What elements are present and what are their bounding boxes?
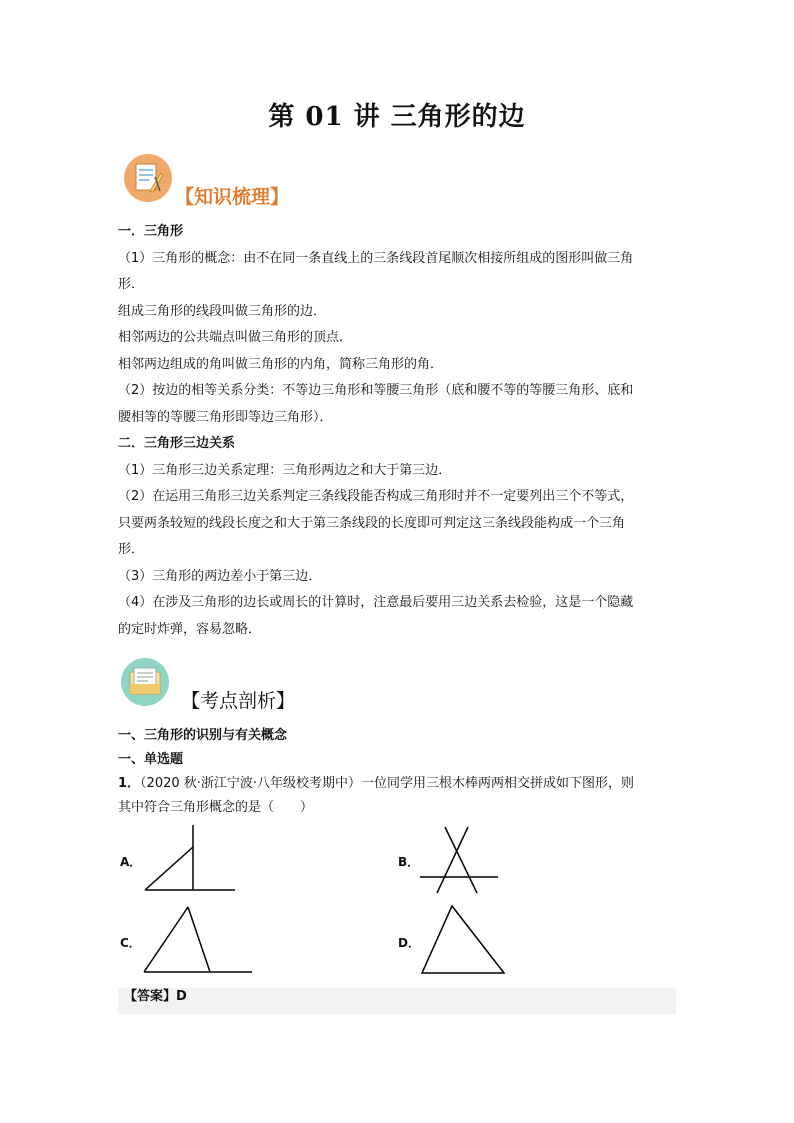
subheading-single-choice: 一、单选题 <box>118 752 184 767</box>
paragraph: （3）三角形的两边差小于第三边． <box>118 568 322 584</box>
question-number: 1． <box>118 776 141 791</box>
option-d-label[interactable]: D． <box>398 936 420 950</box>
paragraph: 组成三角形的线段叫做三角形的边． <box>118 303 327 319</box>
knowledge-body <box>118 219 678 643</box>
subheading-recognition: 一、三角形的识别与有关概念 <box>118 728 288 743</box>
analysis-body <box>118 722 678 749</box>
subheading-triangle: 一．三角形 <box>118 224 184 239</box>
option-b-figure[interactable] <box>418 825 500 895</box>
paragraph: （2）按边的相等关系分类：不等边三角形和等腰三角形（底和腰不等的等腰三角形、底和 <box>118 383 634 398</box>
section-heading-analysis: 【考点剖析】 <box>181 690 296 712</box>
option-c-figure[interactable] <box>140 905 255 977</box>
question-line: 其中符合三角形概念的是（ ） <box>118 800 314 815</box>
paragraph: 形． <box>118 277 145 292</box>
option-c-label[interactable]: C． <box>120 936 141 950</box>
paragraph: （1）三角形的概念：由不在同一条直线上的三条线段首尾顺次相接所组成的图形叫做三角 <box>118 250 634 266</box>
paragraph: 腰相等的等腰三角形即等边三角形）． <box>118 409 333 425</box>
question-line <box>118 772 678 796</box>
paragraph: （4）在涉及三角形的边长或周长的计算时，注意最后要用三边关系去检验，这是一个隐藏 <box>118 595 634 610</box>
paragraph: 只要两条较短的线段长度之和大于第三条线段的长度即可判定这三条线段能构成一个三角 <box>118 515 626 531</box>
paragraph: 的定时炸弹，容易忽略． <box>118 621 262 637</box>
page-title: 第 01 讲 三角形的边 <box>268 102 526 132</box>
option-a-figure[interactable] <box>140 825 240 895</box>
section-heading-knowledge: 【知识梳理】 <box>175 186 290 208</box>
option-a-label[interactable]: A． <box>120 855 142 869</box>
option-d-figure[interactable] <box>418 903 510 977</box>
option-b-label[interactable]: B． <box>398 855 420 869</box>
folder-documents-icon <box>120 657 170 707</box>
paragraph: 形． <box>118 542 145 557</box>
paragraph: 相邻两边组成的角叫做三角形的内角，简称三角形的角． <box>118 356 444 372</box>
answer-text: 【答案】D <box>124 989 187 1004</box>
question-block <box>118 748 678 820</box>
subheading-side-relation: 二．三角形三边关系 <box>118 436 236 451</box>
paragraph: 相邻两边的公共端点叫做三角形的顶点． <box>118 330 353 345</box>
notebook-ruler-icon <box>123 153 173 203</box>
answer-box <box>118 988 676 1014</box>
question-text: （2020 秋·浙江宁波·八年级校考期中）一位同学用三根木棒两两相交拼成如下图形，则 <box>140 776 635 791</box>
paragraph: （2）在运用三角形三边关系判定三条线段能否构成三角形时并不一定要列出三个不等式， <box>118 489 634 504</box>
paragraph: （1）三角形三边关系定理：三角形两边之和大于第三边． <box>118 462 452 478</box>
